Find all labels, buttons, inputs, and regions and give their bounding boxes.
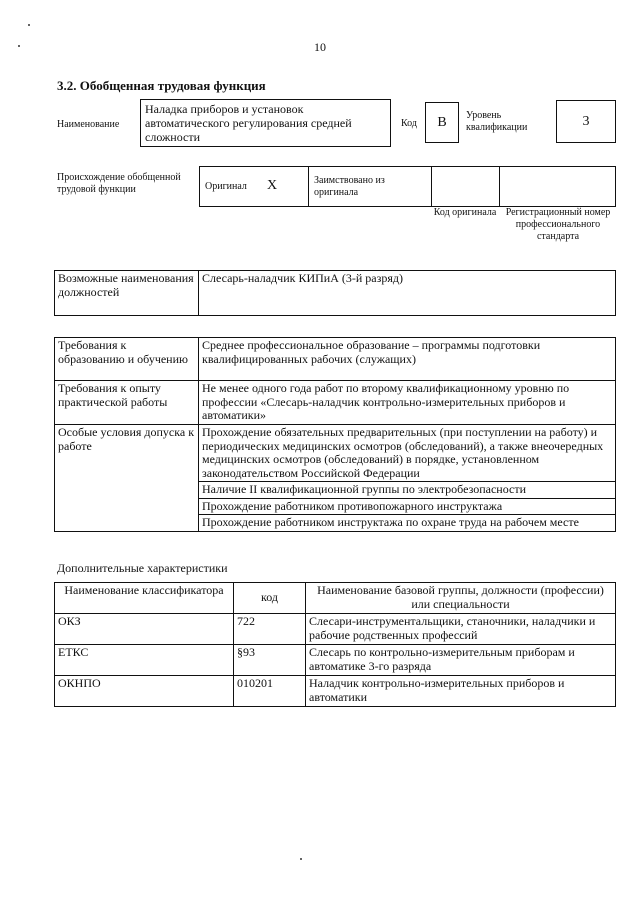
positions-value: Слесарь-наладчик КИПиА (3-й разряд) (199, 271, 616, 316)
code-label: Код (401, 118, 417, 129)
original-mark: X (267, 178, 278, 193)
additional-title: Дополнительные характеристики (57, 561, 228, 575)
experience-value: Не менее одного года работ по второму квалификационному уровню по профессии «Слесарь-наладчик контрольно-измерительных приборов и автоматики» (199, 381, 616, 425)
origin-label: Происхождение обобщенной трудовой функции (57, 172, 181, 195)
level-value: 3 (582, 113, 590, 129)
name-label: Наименование (57, 119, 120, 130)
header-code: код (234, 583, 306, 614)
education-value: Среднее профессиональное образование – программы подготовки квалифицированных рабочих (служащих) (199, 338, 616, 381)
code-original-caption: Код оригинала (433, 207, 497, 218)
special-condition-item: Прохождение работником инструктажа по охране труда на рабочем месте (199, 515, 616, 532)
code-value-box (425, 102, 459, 143)
borrowed-label: Заимствовано из оригинала (314, 175, 385, 198)
experience-label: Требования к опыту практической работы (55, 381, 199, 425)
scan-speck (18, 45, 20, 47)
requirements-table (54, 337, 616, 532)
scan-speck (300, 858, 302, 860)
name-value: Наладка приборов и установок автоматического регулирования средней сложности (145, 102, 352, 144)
level-label: Уровень квалификации (466, 110, 528, 133)
table-row: ЕТКС §93 Слесарь по контрольно-измерительным приборам и автоматике 3-го разряда (55, 645, 616, 676)
original-label: Оригинал (205, 181, 247, 192)
additional-table (54, 582, 616, 707)
special-condition-item: Прохождение обязательных предварительных (при поступлении на работу) и периодических медицинских осмотров (обследований), а также внеочередных медицинских осмотров (обследований) в порядке, установленном законодательством Российской Федерации (199, 425, 616, 482)
special-condition-item: Наличие II квалификационной группы по электробезопасности (199, 482, 616, 499)
education-label: Требования к образованию и обучению (55, 338, 199, 381)
section-title: 3.2. Обобщенная трудовая функция (57, 78, 266, 93)
positions-label: Возможные наименования должностей (55, 271, 199, 316)
name-value-box (140, 99, 391, 147)
special-conditions-label: Особые условия допуска к работе (55, 425, 199, 532)
table-row: ОКЗ 722 Слесари-инструментальщики, станочники, наладчики и рабочие родственных профессий (55, 614, 616, 645)
header-classifier: Наименование классификатора (55, 583, 234, 614)
code-value: B (437, 114, 447, 130)
registration-caption: Регистрационный номер профессионального стандарта (505, 207, 611, 242)
origin-box (199, 166, 616, 207)
table-row: ОКНПО 010201 Наладчик контрольно-измерительных приборов и автоматики (55, 676, 616, 707)
positions-table (54, 270, 616, 316)
page-number: 10 (314, 40, 326, 54)
level-value-box (556, 100, 616, 143)
header-group-name: Наименование базовой группы, должности (профессии) или специальности (306, 583, 616, 614)
special-condition-item: Прохождение работником противопожарного инструктажа (199, 498, 616, 515)
scan-speck (28, 24, 30, 26)
